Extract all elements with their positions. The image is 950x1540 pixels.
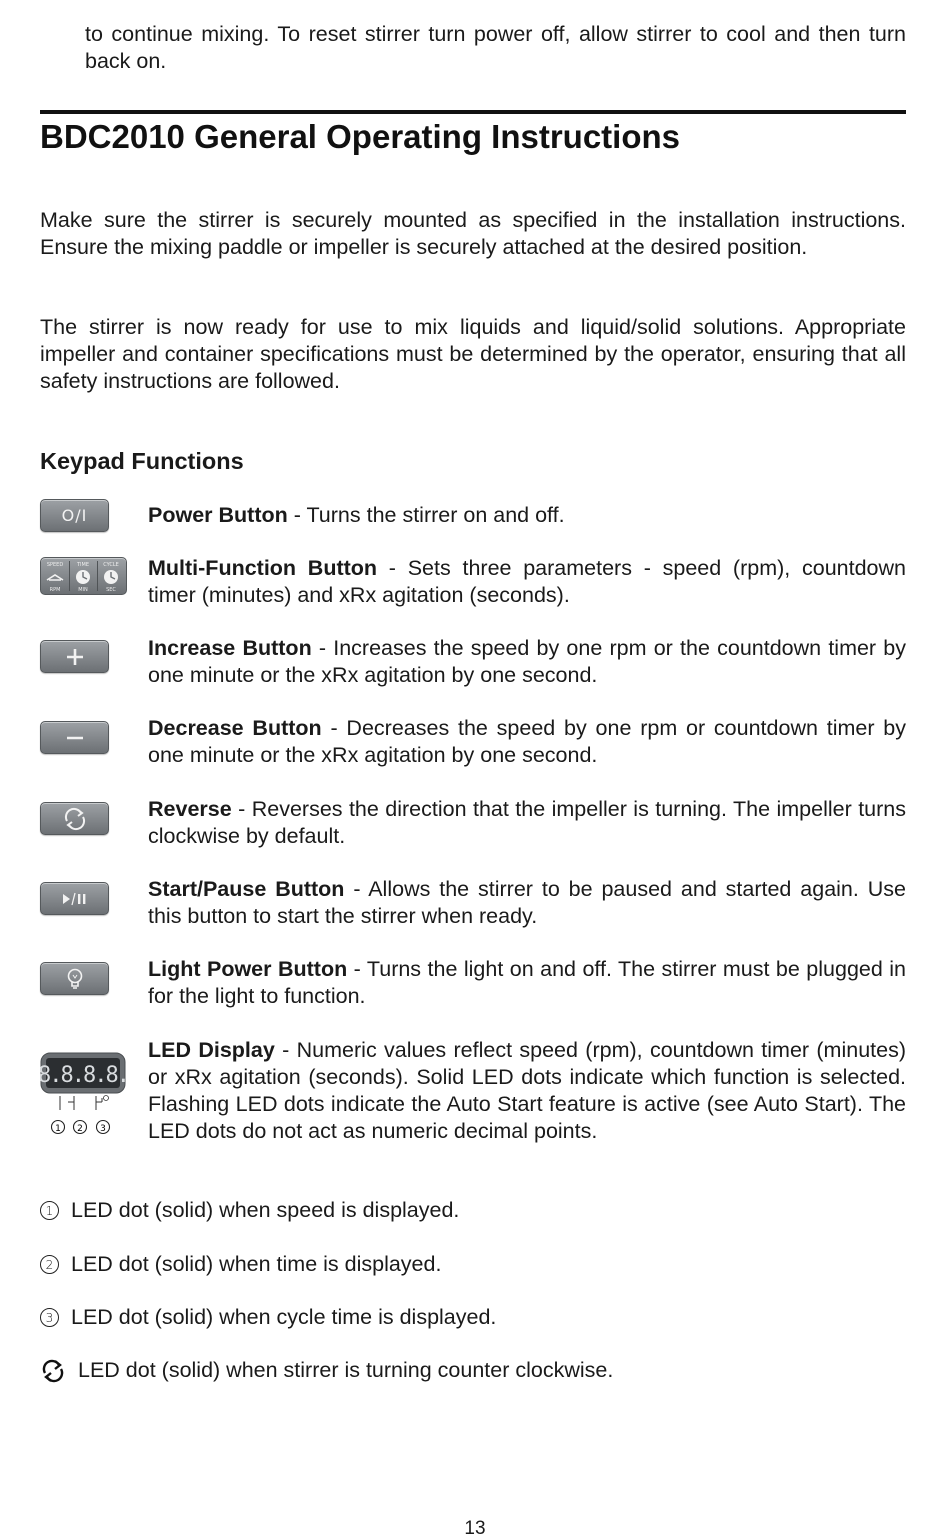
keypad-item-name: Power Button [148, 503, 288, 527]
multi-function-graphic [41, 558, 126, 594]
multi-function-keypad-icon [40, 557, 127, 595]
led-marker-1: 1 [55, 1124, 61, 1134]
time-label: TIME [76, 562, 90, 568]
led-dot-text: LED dot (solid) when time is displayed. [71, 1252, 442, 1276]
keypad-item-name: Increase Button [148, 636, 312, 660]
keypad-item-name: Start/Pause Button [148, 877, 345, 901]
led-display-icon [40, 1052, 126, 1142]
circled-number-1-icon: 1 [40, 1201, 59, 1220]
keypad-item-reverse [148, 796, 906, 850]
circled-number-2-icon: 2 [40, 1255, 59, 1274]
keypad-item-multi-function [148, 555, 906, 609]
reverse-icon [40, 1359, 66, 1383]
keypad-item-description: - Turns the stirrer on and off. [287, 503, 565, 527]
power-symbol-label: O/I [61, 506, 88, 525]
keypad-item-led-display [148, 1037, 906, 1145]
keypad-item-description: - Increases the speed by one rpm or the countdown timer by one minute or the xRx agitation by one second. [148, 636, 906, 687]
play-pause-icon [40, 882, 109, 915]
keypad-item-light [148, 956, 906, 1010]
section-divider [40, 110, 906, 114]
intro-text: to continue mixing. To reset stirrer turn power off, allow stirrer to cool and then turn back on. [85, 22, 906, 73]
led-digits: 8.8.8.8. [40, 1063, 126, 1088]
reverse-icon [40, 802, 109, 835]
led-dot-speed [40, 1197, 459, 1224]
keypad-item-name: Reverse [148, 797, 232, 821]
rpm-label: RPM [49, 587, 61, 593]
keypad-item-name: Multi-Function Button [148, 556, 378, 580]
led-dot-reverse [40, 1357, 613, 1384]
minus-icon [40, 721, 109, 754]
cycle-label: CYCLE [103, 562, 119, 568]
keypad-item-description: - Decreases the speed by one rpm or countdown timer by one minute or the xRx agitation by one second. [148, 716, 906, 767]
page-number: 13 [464, 1518, 486, 1539]
led-dot-text: LED dot (solid) when stirrer is turning counter clockwise. [78, 1358, 614, 1382]
led-dot-text: LED dot (solid) when cycle time is displayed. [71, 1305, 497, 1329]
speed-label: SPEED [46, 562, 64, 568]
keypad-item-description: - Numeric values reflect speed (rpm), countdown timer (minutes) or xRx agitation (seconds). Solid LED dots indicate which function is selected. Flashing LED dots indicate the Auto Start feature is active (see Auto Start). The LED dots do not act as numeric decimal points. [148, 1038, 906, 1143]
plus-icon [40, 640, 109, 673]
led-dot-cycle [40, 1304, 496, 1331]
keypad-item-power [148, 502, 906, 529]
min-label: MIN [78, 587, 88, 593]
circled-number-3-icon: 3 [40, 1308, 59, 1327]
keypad-item-increase [148, 635, 906, 689]
keypad-item-description: - Allows the stirrer to be paused and started again. Use this button to start the stirrer when ready. [148, 877, 906, 928]
keypad-item-name: Light Power Button [148, 957, 348, 981]
keypad-item-description: - Turns the light on and off. The stirrer must be plugged in for the light to function. [148, 957, 907, 1008]
power-icon [40, 499, 109, 532]
keypad-item-description: - Reverses the direction that the impeller is turning. The impeller turns clockwise by default. [148, 797, 906, 848]
keypad-item-name: LED Display [148, 1038, 275, 1062]
paragraph-ready: The stirrer is now ready for use to mix liquids and liquid/solid solutions. Appropriate impeller and container specifications must be determined by the operator, ensuring that all safety instructions are followed. [40, 315, 906, 393]
paragraph-mounting: Make sure the stirrer is securely mounted as specified in the installation instructions. Ensure the mixing paddle or impeller is securely attached at the desired position. [40, 208, 906, 259]
led-marker-3: 3 [100, 1124, 106, 1134]
keypad-item-decrease [148, 715, 906, 769]
led-dot-time [40, 1251, 441, 1278]
section-title: BDC2010 General Operating Instructions [40, 118, 681, 155]
keypad-item-description: - Sets three parameters - speed (rpm), countdown timer (minutes) and xRx agitation (seconds). [148, 556, 906, 607]
keypad-item-start-pause [148, 876, 906, 930]
led-marker-2: 2 [77, 1124, 83, 1134]
light-bulb-icon [40, 962, 109, 995]
sec-label: SEC [106, 587, 116, 593]
keypad-item-name: Decrease Button [148, 716, 322, 740]
keypad-heading: Keypad Functions [40, 448, 244, 474]
led-dot-text: LED dot (solid) when speed is displayed. [71, 1198, 460, 1222]
